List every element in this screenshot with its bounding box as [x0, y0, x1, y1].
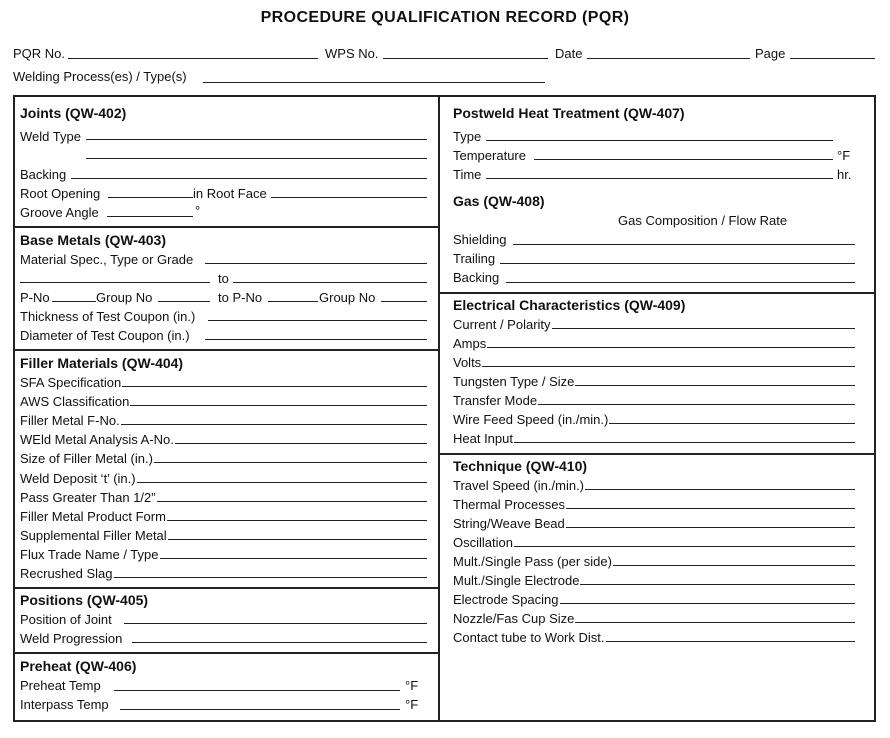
technique-item-field[interactable]: [580, 584, 855, 585]
technique-item-field[interactable]: [560, 603, 855, 604]
form-grid: [13, 95, 876, 722]
page-label: Page: [755, 46, 786, 61]
electrical-item-field[interactable]: [487, 347, 855, 348]
section-divider: [13, 226, 440, 228]
gas-composition-header: Gas Composition / Flow Rate: [618, 213, 788, 228]
preheat-temp-field[interactable]: [114, 690, 400, 691]
base-metals-section-title: Base Metals (QW-403): [20, 232, 166, 248]
pqr-no-label: PQR No.: [13, 46, 66, 61]
section-divider: [13, 652, 440, 654]
diameter-label: Diameter of Test Coupon (in.): [20, 328, 190, 343]
electrical-item-label: Heat Input: [453, 431, 513, 446]
electrical-item-field[interactable]: [538, 404, 855, 405]
shielding-label: Shielding: [453, 232, 507, 247]
p-no-field[interactable]: [52, 301, 96, 302]
filler-item-label: Supplemental Filler Metal: [20, 527, 167, 543]
material-spec-field-2[interactable]: [205, 263, 427, 264]
technique-section-title: Technique (QW-410): [453, 458, 588, 474]
wps-no-field[interactable]: [383, 58, 548, 59]
gas-section-title: Gas (QW-408): [453, 193, 545, 209]
thickness-label: Thickness of Test Coupon (in.): [20, 309, 196, 324]
material-spec-label: Material Spec., Type or Grade: [20, 252, 194, 267]
root-opening-field[interactable]: [108, 197, 193, 198]
root-face-label: in Root Face: [193, 186, 267, 201]
filler-item-label: Size of Filler Metal (in.): [20, 451, 153, 467]
gas-backing-field[interactable]: [506, 282, 855, 283]
interpass-temp-field[interactable]: [120, 709, 400, 710]
groove-angle-label: Groove Angle: [20, 205, 99, 220]
column-divider: [438, 95, 440, 722]
trailing-field[interactable]: [500, 263, 855, 264]
pwht-type-label: Type: [453, 129, 482, 144]
technique-item-label: Mult./Single Pass (per side): [453, 554, 612, 569]
electrical-item-field[interactable]: [482, 366, 855, 367]
backing-label: Backing: [20, 167, 67, 182]
technique-item-field[interactable]: [575, 622, 855, 623]
technique-item-label: String/Weave Bead: [453, 516, 565, 531]
electrical-section-title: Electrical Characteristics (QW-409): [453, 297, 686, 313]
filler-item-label: Flux Trade Name / Type: [20, 546, 159, 562]
weld-type-field[interactable]: [86, 139, 427, 140]
date-label: Date: [555, 46, 583, 61]
root-opening-label: Root Opening: [20, 186, 101, 201]
shielding-field[interactable]: [513, 244, 855, 245]
section-divider: [438, 292, 876, 294]
filler-item-field[interactable]: [122, 386, 427, 387]
electrical-item-label: Tungsten Type / Size: [453, 374, 575, 389]
group-no-field[interactable]: [158, 301, 210, 302]
pwht-temperature-label: Temperature: [453, 148, 526, 163]
technique-item-field[interactable]: [566, 508, 855, 509]
filler-item-label: Filler Metal F-No.: [20, 413, 120, 429]
pwht-time-label: Time: [453, 167, 482, 182]
filler-item-field[interactable]: [121, 424, 427, 425]
welding-process-field[interactable]: [203, 82, 545, 83]
group-no-label: Group No: [96, 290, 153, 305]
technique-item-label: Contact tube to Work Dist.: [453, 630, 605, 645]
groove-angle-field[interactable]: [107, 216, 193, 217]
form-title: PROCEDURE QUALIFICATION RECORD (PQR): [260, 9, 630, 26]
weld-progression-label: Weld Progression: [20, 631, 123, 646]
technique-item-field[interactable]: [514, 546, 855, 547]
electrical-item-label: Current / Polarity: [453, 317, 551, 332]
electrical-item-field[interactable]: [552, 328, 855, 329]
technique-item-field[interactable]: [606, 641, 856, 642]
diameter-field[interactable]: [205, 339, 427, 340]
weld-type-field-2[interactable]: [86, 158, 427, 159]
date-field[interactable]: [587, 58, 750, 59]
interpass-temp-unit: °F: [405, 697, 419, 712]
electrical-item-label: Transfer Mode: [453, 393, 538, 408]
electrical-item-label: Volts: [453, 355, 482, 370]
material-spec-to-field[interactable]: [233, 282, 427, 283]
to-label: to: [218, 271, 229, 286]
section-divider: [438, 453, 876, 455]
filler-item-label: AWS Classification: [20, 394, 130, 410]
filler-item-label: Pass Greater Than 1/2”: [20, 489, 156, 505]
group-no-2-label: Group No: [319, 290, 376, 305]
filler-item-field[interactable]: [168, 539, 427, 540]
electrical-item-field[interactable]: [609, 423, 855, 424]
filler-item-field[interactable]: [130, 405, 427, 406]
filler-item-field[interactable]: [157, 501, 427, 502]
technique-item-label: Oscillation: [453, 535, 513, 550]
filler-item-label: Weld Deposit ‘t’ (in.): [20, 470, 136, 486]
page-field[interactable]: [790, 58, 875, 59]
wps-no-label: WPS No.: [325, 46, 379, 61]
trailing-label: Trailing: [453, 251, 496, 266]
electrical-item-field[interactable]: [575, 385, 855, 386]
to-p-no-label: to P-No: [218, 290, 263, 305]
electrical-item-label: Wire Feed Speed (in./min.): [453, 412, 609, 427]
technique-item-label: Mult./Single Electrode: [453, 573, 580, 588]
filler-item-label: WEld Metal Analysis A-No.: [20, 432, 174, 448]
electrical-item-field[interactable]: [514, 442, 855, 443]
pwht-temperature-unit: °F: [837, 148, 851, 163]
position-of-joint-field[interactable]: [124, 623, 427, 624]
filler-materials-section-title: Filler Materials (QW-404): [20, 355, 184, 371]
backing-field[interactable]: [71, 178, 427, 179]
thickness-field[interactable]: [208, 320, 427, 321]
interpass-temp-label: Interpass Temp: [20, 697, 109, 712]
pwht-section-title: Postweld Heat Treatment (QW-407): [453, 105, 685, 121]
position-of-joint-label: Position of Joint: [20, 612, 112, 627]
technique-item-label: Travel Speed (in./min.): [453, 478, 585, 493]
technique-item-field[interactable]: [566, 527, 855, 528]
preheat-temp-unit: °F: [405, 678, 419, 693]
to-p-no-field[interactable]: [268, 301, 318, 302]
technique-item-field[interactable]: [613, 565, 855, 566]
weld-progression-field[interactable]: [132, 642, 427, 643]
filler-item-label: SFA Specification: [20, 375, 122, 390]
filler-item-field[interactable]: [114, 577, 428, 578]
preheat-temp-label: Preheat Temp: [20, 678, 101, 693]
technique-item-label: Nozzle/Fas Cup Size: [453, 611, 575, 626]
electrical-item-label: Amps: [453, 336, 487, 351]
section-divider: [13, 349, 440, 351]
degree-unit: °: [195, 203, 201, 218]
joints-section-title: Joints (QW-402): [20, 105, 127, 121]
welding-process-label: Welding Process(es) / Type(s): [13, 69, 187, 84]
p-no-label: P-No: [20, 290, 50, 305]
filler-item-field[interactable]: [167, 520, 427, 521]
pqr-no-field[interactable]: [68, 58, 318, 59]
pwht-temperature-field[interactable]: [534, 159, 833, 160]
pwht-time-field[interactable]: [486, 178, 833, 179]
material-spec-field[interactable]: [20, 282, 210, 283]
filler-item-field[interactable]: [160, 558, 428, 559]
positions-section-title: Positions (QW-405): [20, 592, 149, 608]
filler-item-label: Filler Metal Product Form: [20, 508, 166, 524]
filler-item-label: Recrushed Slag: [20, 566, 113, 581]
technique-item-label: Thermal Processes: [453, 497, 565, 512]
filler-item-field[interactable]: [175, 443, 427, 444]
pwht-time-unit: hr.: [837, 167, 852, 182]
pwht-type-field[interactable]: [486, 140, 833, 141]
group-no-2-field[interactable]: [381, 301, 427, 302]
section-divider: [13, 587, 440, 589]
weld-type-label: Weld Type: [20, 129, 81, 144]
filler-item-field[interactable]: [137, 482, 427, 483]
technique-item-label: Electrode Spacing: [453, 592, 559, 607]
filler-item-field[interactable]: [154, 462, 427, 463]
technique-item-field[interactable]: [585, 489, 855, 490]
gas-backing-label: Backing: [453, 270, 500, 285]
root-face-field[interactable]: [271, 197, 427, 198]
preheat-section-title: Preheat (QW-406): [20, 658, 137, 674]
